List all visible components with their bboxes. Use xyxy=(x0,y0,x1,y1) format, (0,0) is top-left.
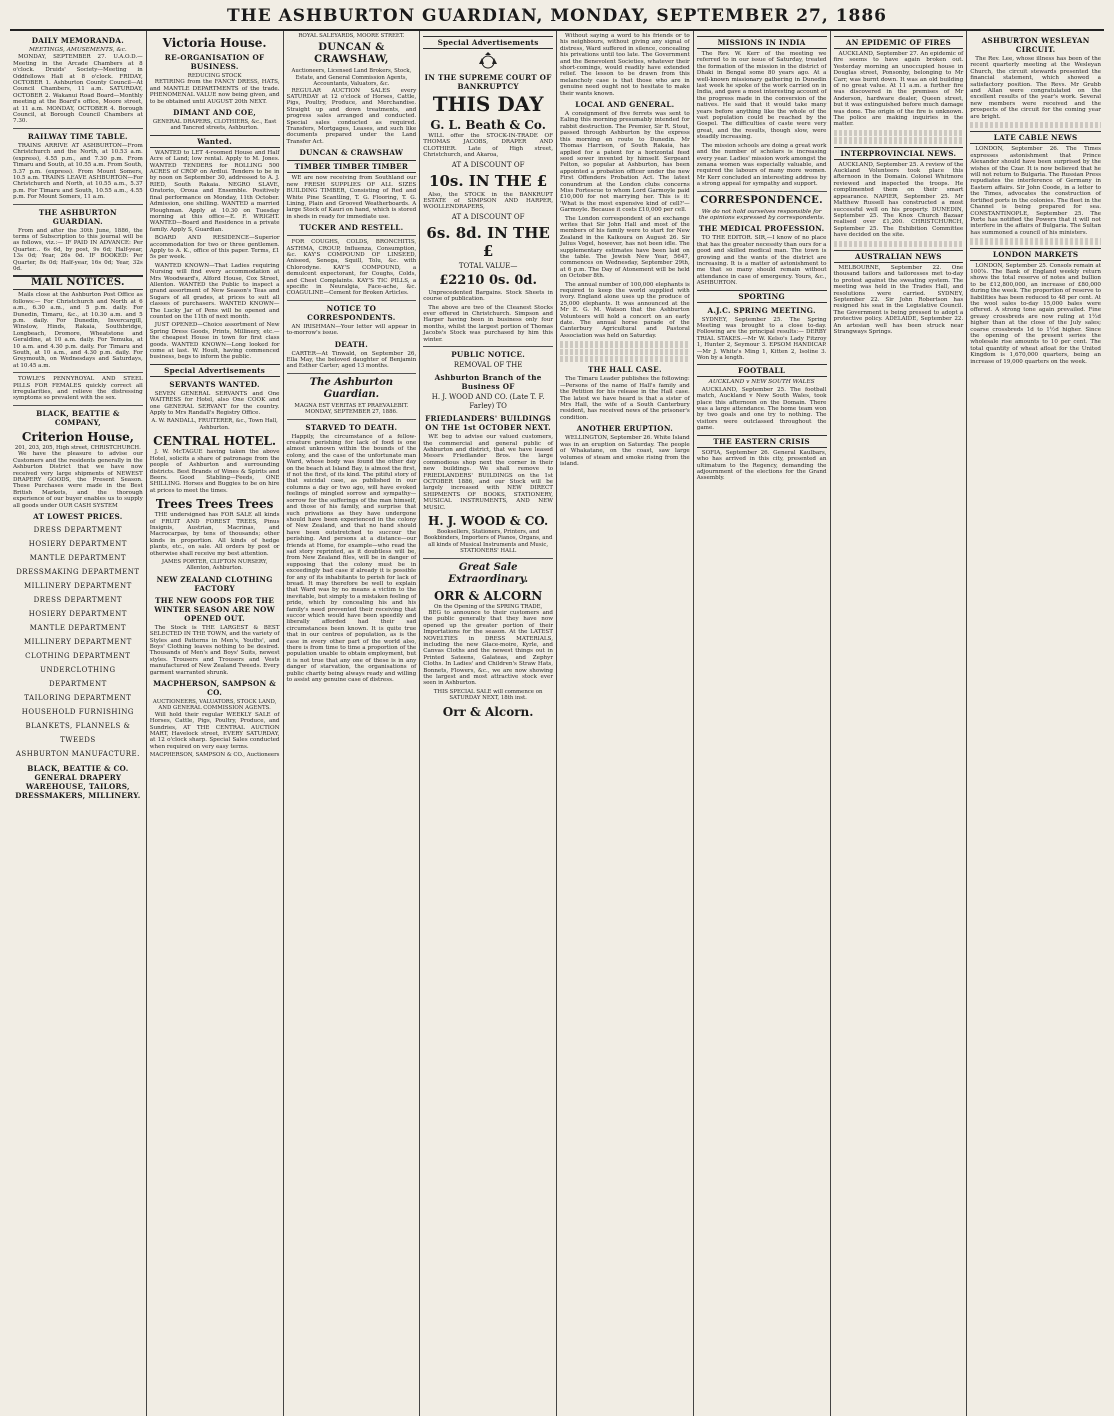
branch-heading: Ashburton Branch of the Business OF xyxy=(434,373,542,392)
wood-name: H. J. WOOD AND CO. (Late T. F. Farley) TO xyxy=(431,393,545,411)
memoranda-text: MONDAY, SEPTEMBER 27. U.A.O.D.—Meeting in the Arcade Chambers at 8 o'clock. Druids' Society—Meeting in Oddfellows Hall at 8 o'clock. FRIDAY, OCTOBER 1. Ashburton County Council—At Council Chambers, 11 a.m. SATURDAY, OCTOBER 2. Wakanui Road Board—Monthly meeting at the Board's office, Moore street, at 11 a.m. MONDAY, OCTOBER 4. Borough Council, at Borough Council Chambers at 7.30. xyxy=(13,54,143,125)
column-6 xyxy=(694,31,831,1416)
divider xyxy=(287,419,417,420)
divider xyxy=(13,128,143,129)
cable-news-heading: LATE CABLE NEWS xyxy=(970,131,1101,144)
servants-text: SEVEN GENERAL SERVANTS and One WAITRESS for Hotel, also One COOK and one GENERAL SERVANT for the country. Apply to Mrs Randall's Registry Office. xyxy=(149,390,280,417)
column-1 xyxy=(10,31,147,1416)
text-filler xyxy=(560,341,690,347)
australian-text: MELBOURNE, September 22. One thousand tailors and tailoresses met to-day to protest against the sweating system. The meeting was held in the Trades Hall, and resolutions were carried. SYDNEY, September 22. Sir John Robertson has resigned his seat in the Legislative Council. The Government is being pressed to adopt a protective policy. ADELAIDE, September 22. An artesian well has been struck near Strangways Springs. xyxy=(833,264,964,335)
victoria-house-heading: Victoria House. xyxy=(162,36,267,50)
timber-footer: TUCKER AND RESTELL. xyxy=(299,223,404,233)
pills-advert: TOWLE'S PENNYROYAL AND STEEL PILLS FOR FEMALES quickly correct all irregularities, and relieve the distressing symptoms so prevalent with the sex. xyxy=(13,376,143,402)
divider xyxy=(287,373,417,374)
eastern-crisis-text: SOFIA, September 26. General Kaulbars, who has arrived in this city, presented an ultimatum to the Regency, demanding the adjournment of the elections for the Grand Assembly. xyxy=(696,449,827,482)
timber-text: WE are now receiving from Southland our new FRESH SUPPLIES OF ALL SIZES BUILDING TIMBER, Consisting of Red and White Pine Scantling, T. G. Flooring, T. G. Lining, Plain and Grooved Weatherboards. A large Stock of Kauri on hand, which is stored in sheds in ready for immediate use. xyxy=(286,175,417,220)
mail-notices-heading: MAIL NOTICES. xyxy=(13,275,143,290)
divider xyxy=(423,558,553,559)
randall-signature: A. W. RANDALL, FRUITERER, &c., Town Hall, Ashburton. xyxy=(151,418,278,431)
nz-clothing-heading: NEW ZEALAND CLOTHING FACTORY xyxy=(156,574,273,593)
column-8 xyxy=(967,31,1104,1416)
correspondence-heading: CORRESPONDENCE. xyxy=(700,194,823,206)
victoria-reducing: REDUCING STOCK xyxy=(187,73,242,79)
london-markets-heading: LONDON MARKETS xyxy=(970,248,1101,261)
text-filler xyxy=(560,349,690,355)
duncan-footer: DUNCAN & CRAWSHAW xyxy=(299,148,404,158)
criterion-footer: BLACK, BEATTIE & CO. GENERAL DRAPERY WAREHOUSE, TAILORS, DRESSMAKERS, MILLINERY. xyxy=(15,763,141,800)
nz-clothing-text: The Stock is THE LARGEST & BEST SELECTED IN THE TOWN, and the variety of Styles and Patterns in Men's, Youths', and Boys' Clothing leaves nothing to be desired. Thousands of Men's and Boys' Suits, newest styles. Trousers and Trousers and Vests manufactured of New Zealand Tweeds. Every garment warranted shrunk. xyxy=(149,624,280,676)
department-item: MANTLE DEPARTMENT xyxy=(29,623,126,632)
nz-clothing-sub: THE NEW GOODS FOR THE WINTER SEASON ARE NOW OPENED OUT. xyxy=(154,595,276,623)
victoria-firm-sub: GENERAL DRAPERS, CLOTHIERS, &c., East and Tancred streets, Ashburton. xyxy=(152,119,277,132)
criterion-heading: Criterion House, xyxy=(21,429,134,444)
text-filler xyxy=(560,356,690,362)
hall-case-text: The Timaru Leader publishes the following:—Persons of the name of Hall's family and the Petition for his release in the Hall case. The latest we have heard is that a sister of Mrs Hall, the wife of a South Canterbury resident, has received news of the prisoner's condition. xyxy=(560,376,690,421)
department-item: TAILORING DEPARTMENT xyxy=(24,693,132,702)
victoria-subheading: RE-ORGANISATION OF BUSINESS. xyxy=(164,53,265,71)
beath-heading: G. L. Beath & Co. xyxy=(430,118,546,132)
department-item: BLANKETS, FLANNELS & TWEEDS xyxy=(25,721,131,744)
friedlanders-heading: FRIEDLANDERS' BUILDINGS ON THE 1st OCTOBER NEXT. xyxy=(425,414,552,433)
text-filler xyxy=(970,238,1101,244)
victoria-firm: DIMANT AND COE, xyxy=(173,108,257,118)
text-filler xyxy=(834,130,964,136)
column-4 xyxy=(420,31,557,1416)
circuit-text: The Rev. Lee, whose illness has been of the recent quarterly meeting at the Wesleyan Church, the circuit stewards presented the financial statement, which showed a satisfactory position. The Revs. Mr Grubb and Allan were congratulated on the excellent results of the year's work. Several new members were received and the prospects of the circuit for the coming year are bright. xyxy=(970,56,1101,120)
column-3 xyxy=(284,31,421,1416)
column-7 xyxy=(831,31,968,1416)
board-text: BOARD AND RESIDENCE—Superior accommodation for two or three gentlemen. Apply to A. K., office of this paper. Terms, £1 5s per week. xyxy=(149,235,280,261)
fires-text: AUCKLAND, September 27. An epidemic of fire seems to have again broken out. Yesterday morning an unoccupied house in Douglas street, Ponsonby, belonging to Mr Carr, was burnt down. It was an old building of no great value. At 11 a.m. a further fire was discovered in the premises of Mr Anderson, hardware dealer, Queen street, but it was extinguished before much damage was done. The origin of the fire is unknown. The police are making inquiries in the matter. xyxy=(833,51,964,128)
missions-text: The Rev. W. Kerr of the meeting we referred to in our issue of Saturday, treated the formation of the mission in the district of Dhaki in Bengal some 80 years ago. At a well-known missionary gathering in Dunedin last week he spoke of the work carried on in India, and gave a most interesting account of the progress made in the conversion of the natives. He said that it would take many years before anything like the whole of the vast population could be reached by the Gospel. The difficulties of caste were very great, and the results, though slow, were steadily increasing. xyxy=(696,51,827,141)
victoria-text: RETIRING from the FANCY DRESS, HATS, and MANTLE DEPARTMENTS of the trade. PHENOMENAL VALUE now being given, and to be obtained until AUGUST 20th NEXT. xyxy=(149,79,280,105)
central-hotel-text: J. W. McTAGUE having taken the above Hotel, solicits a share of patronage from the people of Ashburton and surrounding districts. Best Brands of Wines & Spirits and Beers. Good Stabling—Feeds, ONE SHILLING. Horses and Buggies to be on hire at prices to meet the times. xyxy=(149,449,280,494)
memoranda-subheading: MEETINGS, AMUSEMENTS, &c. xyxy=(29,47,127,53)
coughs-advert: FOR COUGHS, COLDS, BRONCHITIS, ASTHMA, CROUP, Influenza, Consumption, &c. KAY'S COMPOUND OF LINSEED, Aniseed, Senega, Squill, Tolu, &c. with Chlorodyne. KAY'S COMPOUND, a demulcent expectorant, for Coughs, Colds, and Chest Complaints. KAY'S TIC PILLS, a specific in Neuralgia, Face-ache, &c. COAGULINE—Cement for Broken Articles. xyxy=(286,239,417,297)
column-5 xyxy=(557,31,694,1416)
interprovincial-text: AUCKLAND, September 25. A review of the Auckland Volunteers took place this afternoon in the Domain. Colonel Whitmore reviewed and inspected the troops. He complimented them on their smart appearance. NAPIER, September 25. Mr Matthew Russell has constructed a most successful well on his property. DUNEDIN, September 25. The Knox Church Bazaar realised over £1,200. CHRISTCHURCH, September 25. The Exhibition Committee have decided on the site. xyxy=(833,161,964,239)
macpherson-text: Will hold their regular WEEKLY SALE of Horses, Cattle, Pigs, Poultry, Produce, and Sundries, AT THE CENTRAL AUCTION MART, Havelock street, EVERY SATURDAY, at 12 o'clock sharp. Special Sales conducted when required on very easy terms. xyxy=(149,711,280,750)
divider xyxy=(13,405,143,406)
local-general-text-3: The annual number of 100,000 elephants is required to keep the world supplied with ivory. England alone uses up the produce of 25,000 elephants. It was announced at the Mr E. G. M. Watson that the Ashburton Volunteers will hold a concert on an early date. The annual horse parade of the Canterbury Agricultural and Pastoral Association was held on Saturday. xyxy=(560,281,690,339)
divider xyxy=(697,191,827,192)
trees-signature: JAMES PORTER, CLIFTON NURSERY, Allenton, Ashburton. xyxy=(161,558,268,572)
department-item: UNDERCLOTHING DEPARTMENT xyxy=(40,665,116,688)
notice-heading: NOTICE TO CORRESPONDENTS. xyxy=(307,303,396,322)
alt-text: JUST OPENED—Choice assortment of New Spring Dress Goods, Prints, Millinery, etc.—the cheapest House in town for first class goods. WANTED KNOWN—Long looked for come at last. W. Hoult, having commenced business, begs to inform the public. xyxy=(149,322,280,361)
department-item: CLOTHING DEPARTMENT xyxy=(25,651,131,660)
trees-heading: Trees Trees Trees xyxy=(155,497,274,512)
timber-heading: TIMBER TIMBER TIMBER xyxy=(287,160,417,173)
railway-text: TRAINS ARRIVE AT ASHBURTON—From Christchurch and the North, at 10.53 a.m. (express), 4.55 p.m., and 7.30 p.m. From Timaru and South, at 10.55 a.m. From South, 5.37 p.m. (express). From Mount Somers, 10.5 a.m. TRAINS LEAVE ASHBURTON—For Christchurch and North, at 10.55 a.m., 5.37 p.m. For Timaru and South, 10.55 a.m., 4.55 p.m. For Mount Somers, 11 a.m. xyxy=(13,142,143,201)
divider xyxy=(13,372,143,373)
duncan-heading: DUNCAN & CRAWSHAW, xyxy=(314,42,389,66)
medical-heading: THE MEDICAL PROFESSION. xyxy=(698,224,825,234)
orr-alcorn-heading: ORR & ALCORN xyxy=(433,588,543,603)
orr-footer: THIS SPECIAL SALE will commence on SATURDAY NEXT, 18th inst. xyxy=(433,688,543,702)
starved-text: Happily, the circumstance of a fellow-creature perishing for lack of food is one almost unknown within the bounds of the colony, and the case of the unfortunate man Ward, whose body was found the other day on the beach at Island Bay, is almost the first, if not the first, of its kind. The pitiful story of that suicidal case, as published in our columns a day or two ago, will have evoked feelings of mingled sorrow and sympathy—sorrow for the sufferings of the man himself, and those of his family, and surprise that such privations as they have undergone should have been experienced in the colony of New Zealand, and that no hand should have been outstretched to succour the perishing. And persons at a distance—our friends at Home, for example—who read the sad story reprinted, as it doubtless will be, from New Zealand files, will be in danger of supposing that the colony must be in exceedingly bad case if already it is possible for any of its inhabitants to perish for lack of bread. It may therefore be well to explain that Ward was by no means a victim to the inevitable, but simply to a mistaken feeling of pride, which by concealing his and his family's need prevented their receiving that succor which would have been speedily and liberally afforded had their sad circumstances been known. It is quite true that in our centres of population, as is the case in every other part of the world also, there is from time to time a proportion of the population unable to obtain employment, but it is not true that any one of these is in any danger of starvation, the organisations of public charity being always ready and willing to assist any genuine case of distress. xyxy=(286,433,417,684)
paper-motto: MAGNA EST VERITAS ET PRAEVALEBIT. xyxy=(294,402,409,409)
text-filler xyxy=(834,137,964,143)
central-hotel-heading: CENTRAL HOTEL. xyxy=(153,434,277,449)
hall-case-heading: THE HALL CASE. xyxy=(587,365,662,375)
this-day-heading: THIS DAY xyxy=(432,92,544,116)
beath-text: WILL offer the STOCK-IN-TRADE OF THOMAS JACOBS, DRAPER AND CLOTHIER. Late of High street, Christchurch, and Akaroa, xyxy=(423,133,553,159)
removal-heading: REMOVAL OF THE xyxy=(453,361,523,370)
local-general-heading: LOCAL AND GENERAL. xyxy=(575,100,675,110)
australian-heading: AUSTRALIAN NEWS xyxy=(834,250,964,263)
medical-text: TO THE EDITOR. SIR,—I know of no place that has the greater necessity than ours for a good and skilled medical man. The town is growing and the wants of the district are increasing. It is a matter of astonishment to me that so many should remain without attendance in case of emergency. Yours, &c., ASHBURTON. xyxy=(696,235,827,287)
divider xyxy=(13,204,143,205)
guardian-terms-heading: THE ASHBURTON GUARDIAN. xyxy=(38,207,117,226)
also-text: Also, the STOCK in the BANKRUPT ESTATE of SIMPSON AND HARPER, WOOLLENDRAPERS, xyxy=(423,191,553,211)
eastern-crisis-heading: THE EASTERN CRISIS xyxy=(697,435,827,448)
cable-news-text: LONDON, September 26. The Times expresses astonishment that Prince Alexander should have been surprised by the wishes of the Czar. It is now believed that he will not return to Bulgaria. The Russian Press repudiates the interference of Germany in Eastern affairs. Sir John Coode, in a letter to the Times, advocates the construction of fortified ports in the colonies. The fleet in the Channel is being prepared for sea. CONSTANTINOPLE, September 25. The Porte has notified the Powers that it will not interfere in the affairs of Bulgaria. The Sultan has summoned a council of his ministers. xyxy=(970,146,1101,236)
wanted-text: WANTED to LET 4-roomed House and Half Acre of Land; low rental. Apply to M. Jones. WANTED TENDERS for ROLLING 500 ACRES of CROP on Ardlui. Tenders to be in by noon on September 30, addressed to A. J. RIED, South Rakaia. NEGRO SLAVE, Oratorio, Oroua and Ensemble. Positively final performance on Monday, 11th October. Admission, one shilling. WANTED a married Ploughman. Apply at 10.30 on Tuesday morning at this office—E. F. WRIGHT. WANTED—Board and Residence in a private family. Apply S, Guardian. xyxy=(149,149,280,233)
macpherson-footer: MACPHERSON, SAMPSON & CO., Auctioneers xyxy=(149,752,280,759)
department-item: HOUSEHOLD FURNISHING xyxy=(21,707,135,716)
department-item: DRESSMAKING DEPARTMENT xyxy=(16,567,140,576)
department-item: HOSIERY DEPARTMENT xyxy=(28,539,127,548)
london-markets-text: LONDON, September 25. Consols remain at 100⅞. The Bank of England weekly return shows the total reserve of notes and bullion to be £12,800,000, an increase of £80,000 during the week. The proportion of reserve to liabilities has been reduced to 48 per cent. At the wool sales to-day 15,000 bales were offered. A strong tone again prevailed. Fine greasy crossbreds are now ruling at 1½d higher than at the close of the July sales; coarse crossbreds 1d to 1½d higher. Since the opening of the present series the wholesale rise amounts to 10 per cent. The total quantity of wheat afloat for the United Kingdom is 1,670,000 quarters, being an increase of 19,000 quarters on the week. xyxy=(970,262,1101,365)
guardian-terms-text: From and after the 30th June, 1886, the terms of Subscription to this journal will be as follows, viz.:— IF PAID IN ADVANCE: Per Quarter... 6s 6d, by post, 9s 6d; Half-year, 13s 0d; Year, 26s 0d. IF BOOKED: Per Quarter, 8s 0d; Half-year, 16s 0d; Year, 32s 0d. xyxy=(13,227,143,272)
great-sale-heading: Great Sale Extraordinary. xyxy=(448,561,529,585)
memoranda-heading: DAILY MEMORANDA. xyxy=(31,36,125,45)
interprovincial-heading: INTERPROVINCIAL NEWS. xyxy=(834,147,964,160)
railway-heading: RAILWAY TIME TABLE. xyxy=(27,131,128,141)
wood-text: WE beg to advise our valued customers, the commercial and general public of Ashburton and district, that we have leased Messrs Friedlander Bros. the large commodious shop next the corner in their new buildings. We shall remove to FRIEDLANDERS' BUILDINGS on the 1st OCTOBER 1886, and our Stock will be largely increased with NEW DIRECT SHIPMENTS OF BOOKS, STATIONERY, MUSICAL INSTRUMENTS, AND NEW MUSIC. xyxy=(423,434,553,511)
circuit-heading: ASHBURTON WESLEYAN CIRCUIT. xyxy=(981,36,1090,54)
correspondence-sub: We do not hold ourselves responsible for the opinions expressed by correspondents. xyxy=(698,208,825,221)
text-filler xyxy=(834,241,964,247)
department-item: MILLINERY DEPARTMENT xyxy=(23,637,132,646)
unprecedented-text: Unprecedented Bargains. Stock Sheets in course of publication. xyxy=(423,289,553,303)
mail-notices-text: Mails close at the Ashburton Post Office as follows:— For Christchurch and North at 6 a.m., 6.30 a.m., and 5 p.m. daily. For Dunedin, Timaru, &c., at 10.30 a.m. and 5 p.m. daily. For Dunedin, Invercargill, Winslow, Hinds, Rakaia, Southbridge, Longbeach, Dromore, Wheatstone and Geraldine, at 10 a.m. daily. For Temuka, at 10 a.m. and 4.30 p.m. daily. For Timaru and South, at 10 a.m., and 4.30 p.m. daily. For Greymouth, on Wednesdays and Saturdays, at 10.45 a.m. xyxy=(13,292,143,369)
ajc-text: SYDNEY, September 25. The Spring Meeting was brought to a close to-day. Following are the principal results:— DERBY TRIAL STAKES.—Mr W. Kelso's Lady Fitzroy 1, Hunter 2, Seymour 3. EPSOM HANDICAP.—Mr J. White's Ming 1, Kitten 2, Isoline 3. Won by a length. xyxy=(696,316,827,362)
masthead: THE ASHBURTON GUARDIAN, MONDAY, SEPTEMBER 27, 1886 xyxy=(10,4,1104,31)
department-item: ASHBURTON MANUFACTURE. xyxy=(15,749,140,758)
local-general-text: A consignment of five ferrets was sent to Ealing this morning presumably intended for rabbit destruction. The Premier, Sir R. Stout, passed through Ashburton by the express this morning en route to Dunedin. Mr Thomas Harrison, of South Rakaia, has applied for a patent for a horizontal feed seed sower invented by himself. Sergeant Felton, so popular at Ashburton, has been appointed a probation officer under the new First Offenders Probation Act. The latest conundrum at the London clubs concerns Miss Fortescue to whom Lord Garmoyle paid £10,000 for not marrying her. This is it: 'What is the most expensive kind of cell?'—Garmoyle. Because it costs £10,000 per cell. xyxy=(560,111,690,214)
trees-text: THE undersigned has FOR SALE all kinds of FRUIT AND FOREST TREES, Pinus Insignis, Austrian, Macrinas, and Macrocarpas, by tens of thousands; other kinds in proportion. All kinds of hedge plants, etc., on sale. All orders by post or otherwise shall receive my best attention. xyxy=(149,512,280,557)
eruption-text: WELLINGTON, September 26. White Island was in an eruption on Saturday. The people of Whakatane, on the coast, saw large volumes of steam and smoke rising from the island. xyxy=(560,435,690,467)
football-sub: AUCKLAND v NEW SOUTH WALES xyxy=(708,379,815,386)
department-item: HOSIERY DEPARTMENT xyxy=(28,609,127,618)
ajc-heading: A.J.C. SPRING MEETING. xyxy=(707,305,816,315)
discount-label-2: AT A DISCOUNT OF xyxy=(451,212,525,221)
above-text: The above are two of the Cleanest Stocks ever offered in Christchurch. Simpson and Harper having been in business only four months, whilst the largest portion of Thomas Jacobs's Stock was purchased by him this winter. xyxy=(423,304,553,343)
wanted-heading: Wanted. xyxy=(150,135,280,148)
discount-price-2: 6s. 8d. IN THE £ xyxy=(426,223,550,260)
criterion-prices: AT LOWEST PRICES. xyxy=(33,511,123,521)
discount-price-1: 10s. IN THE £ xyxy=(429,171,548,190)
football-heading: FOOTBALL xyxy=(697,364,827,377)
criterion-firm: BLACK, BEATTIE & COMPANY, xyxy=(36,408,120,427)
servants-heading: SERVANTS WANTED. xyxy=(169,379,260,389)
department-item: DRESS DEPARTMENT xyxy=(33,595,123,604)
department-list xyxy=(13,523,143,761)
public-notice: PUBLIC NOTICE. xyxy=(451,350,526,360)
wood-sub: Booksellers, Stationers, Printers, and Bookbinders, Importers of Pianos, Organs, and all kinds of Musical Instruments and Music, STATIONERS' HALL xyxy=(423,528,553,555)
special-ads-heading: Special Advertisements xyxy=(150,364,280,377)
royal-saleyards: ROYAL SALEYARDS, MOORE STREET. xyxy=(298,33,405,39)
total-label: TOTAL VALUE— xyxy=(458,261,518,270)
text-filler xyxy=(970,122,1101,128)
death-heading: DEATH. xyxy=(334,339,369,349)
divider xyxy=(287,300,417,301)
royal-crest-icon xyxy=(477,52,499,70)
department-item: MANTLE DEPARTMENT xyxy=(29,553,126,562)
starved-heading: STARVED TO DEATH. xyxy=(305,422,398,432)
department-item: MILLINERY DEPARTMENT xyxy=(23,581,132,590)
orr-signature: Orr & Alcorn. xyxy=(442,704,534,719)
divider xyxy=(423,346,553,347)
fires-heading: AN EPIDEMIC OF FIRES xyxy=(834,36,964,49)
wood-big: H. J. WOOD & CO. xyxy=(427,513,549,528)
paper-name: The Ashburton Guardian. xyxy=(309,376,394,400)
duncan-sub: Auctioneers, Licensed Land Brokers, Stock, Estate, and General Commission Agents, Accountants, Valuators, &c. xyxy=(291,68,412,88)
bankruptcy-court: IN THE SUPREME COURT OF BANKRUPTCY xyxy=(424,73,552,91)
starved-continued: Without saying a word to his friends or to his neighbours, without giving any signal of distress, Ward suffered in silence, concealing his privations until too late. The Government and the Benevolent Societies, whatever their short-comings, would readily have extended relief. The lesson to be drawn from this melancholy case is that those who are in genuine need ought not to hesitate to make their wants known. xyxy=(560,33,690,97)
missions-text-2: The mission schools are doing a great work and the number of scholars is increasing every year. Ladies' mission work amongst the zenana women was especially valuable, and required the labours of many more women. Mr Kerr concluded an interesting address by a strong appeal for sympathy and support. xyxy=(696,142,827,188)
total-value: £2210 0s. 0d. xyxy=(439,272,538,288)
column-2 xyxy=(147,31,284,1416)
death-text: CARTER—At Tinwald, on September 26, Ella May, the beloved daughter of Benjamin and Esther Carter; aged 13 months. xyxy=(286,350,417,370)
notice-text: AN IRISHMAN—Your letter will appear in to-morrow's issue. xyxy=(286,323,417,337)
department-item: DRESS DEPARTMENT xyxy=(33,525,123,534)
criterion-text: We have the pleasure to advise our Customers and the residents generally in the Ashburton District that we have now received very large shipments of NEWEST DRAPERY GOODS, the Present Season. These Purchases were made in the Best British Markets, and the thorough experience of our buyer enables us to supply all goods under OUR CASH SYSTEM xyxy=(13,451,143,509)
wanted-more-text: WANTED KNOWN—That Ladies requiring Nursing will find every accommodation at Mrs Woodward's, Alford House, Cox Street, Allenton. WANTED the Public to inspect a grand assortment of New Season's Teas and Sugars of all grades, at prices to suit all classes of purchasers. WANTED KNOWN—The Lucky Jar of Pens will be opened and counted on the 11th of next month. xyxy=(149,262,280,320)
local-general-text-2: The London correspondent of an exchange writes that Sir John Hall and most of the members of his family were to start for New Zealand in the Kaikoura on August 26. Sir Julius Vogel, however, has not been idle. The supplementary estimates have been laid on the table. The Jewish New Year, 5647, commences on Wednesday, September 29th, at 6 p.m. The Day of Atonement will be held on October 8th. xyxy=(560,215,690,280)
football-text: AUCKLAND, September 25. The football match, Auckland v New South Wales, took place this afternoon on the Domain. There was a large attendance. The home team won by two goals and one try to nothing. The visitors were outclassed throughout the game. xyxy=(696,386,827,432)
duncan-text: REGULAR AUCTION SALES every SATURDAY at 12 o'clock of Horses, Cattle, Pigs, Poultry, Produce, and Merchandise. Straight up and down treatments, and progress sales arranged and conducted. Special sales conducted as required. Transfers, Mortgages, Leases, and such like documents prepared under the Land Transfer Act. xyxy=(286,87,417,145)
eruption-heading: ANOTHER ERUPTION. xyxy=(576,424,674,434)
columns xyxy=(10,31,1104,1416)
criterion-address: 201, 203, 205, High street, CHRISTCHURCH. xyxy=(14,444,141,451)
orr-sub: On the Opening of the SPRING TRADE, xyxy=(433,603,543,610)
dateline: MONDAY, SEPTEMBER 27, 1886. xyxy=(305,409,398,416)
discount-label-1: AT A DISCOUNT OF xyxy=(451,160,525,169)
macpherson-heading: MACPHERSON, SAMPSON & CO. xyxy=(153,679,277,698)
macpherson-sub: AUCTIONEERS, VALUATORS, STOCK LAND, AND GENERAL COMMISSION AGENTS. xyxy=(152,699,277,712)
special-ads-heading: Special Advertisements xyxy=(423,36,553,49)
sporting-heading: SPORTING xyxy=(697,290,827,303)
orr-text: BEG to announce to their customers and the public generally that they have now opened up the greater portion of their Importations for the season. At the LATEST NOVELTIES in DRESS MATERIALS, including the new Glace-moire, Kyrle, and Canvas Cloths and the newest things out in Printed Sateens, Galateas, and Zephyr Cloths. In Ladies' and Children's Straw Hats, Bonnets, Flowers, &c., we are now showing the largest and most attractive stock ever seen in Ashburton. xyxy=(423,610,553,687)
divider xyxy=(287,235,417,236)
missions-heading: MISSIONS IN INDIA xyxy=(697,36,827,49)
